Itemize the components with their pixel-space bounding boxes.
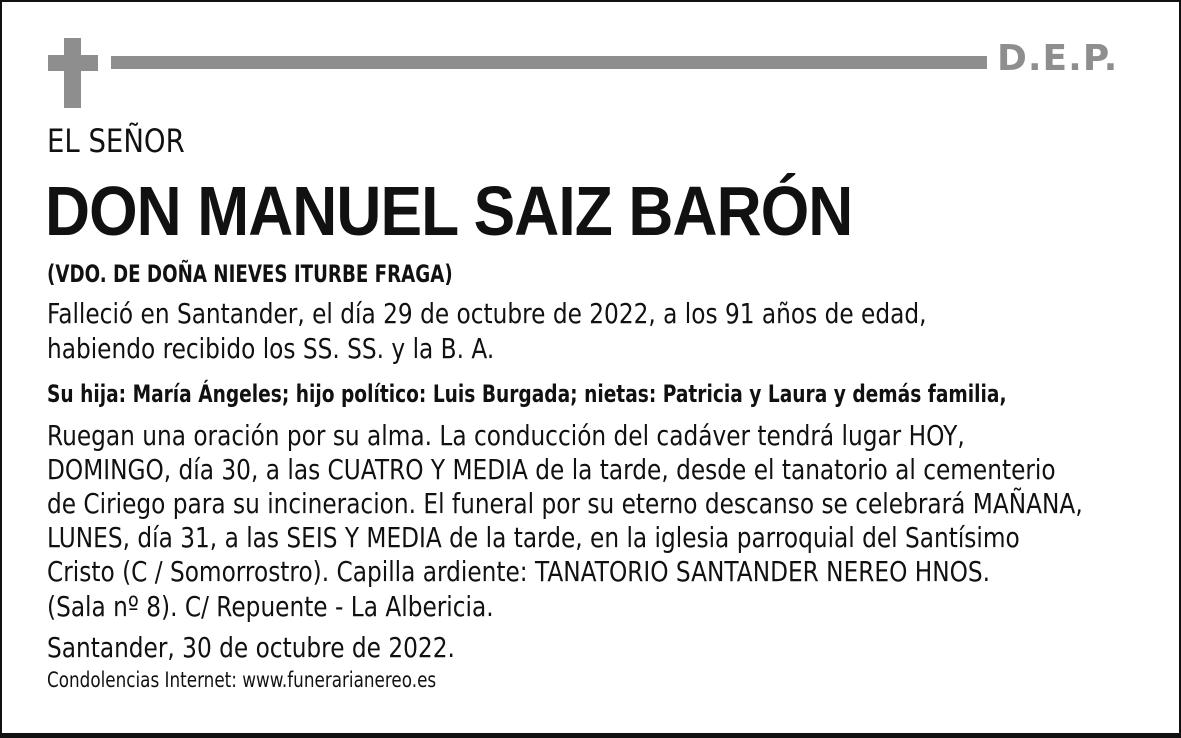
cross-horizontal-bar: [48, 55, 98, 71]
condolences-link-text: Condolencias Internet: www.funerarianereo.es: [47, 668, 437, 692]
honorific-prefix: EL SEÑOR: [47, 122, 185, 160]
family-line: Su hija: María Ángeles; hijo político: Luis Burgada; nietas: Patricia y Laura y demás familia,: [47, 380, 1007, 408]
death-notice-line-2: habiendo recibido los SS. SS. y la B. A.: [47, 332, 495, 365]
service-line-6: (Sala nº 8). C/ Repuente - La Albericia.: [47, 590, 494, 623]
cross-vertical-bar: [64, 38, 81, 108]
widow-of-line: (VDO. DE DOÑA NIEVES ITURBE FRAGA): [47, 260, 453, 288]
death-notice-line-1: Falleció en Santander, el día 29 de octubre de 2022, a los 91 años de edad,: [47, 297, 927, 330]
place-date: Santander, 30 de octubre de 2022.: [47, 631, 455, 664]
service-line-2: DOMINGO, día 30, a las CUATRO Y MEDIA de la tarde, desde el tanatorio al cementerio: [47, 453, 1056, 486]
service-line-1: Ruegan una oración por su alma. La conducción del cadáver tendrá lugar HOY,: [47, 419, 965, 452]
deceased-name: DON MANUEL SAIZ BARÓN: [45, 172, 853, 250]
service-line-5: Cristo (C / Somorrostro). Capilla ardiente: TANATORIO SANTANDER NEREO HNOS.: [47, 555, 991, 588]
dep-heading: D.E.P.: [997, 38, 1119, 79]
service-line-4: LUNES, día 31, a las SEIS Y MEDIA de la tarde, en la iglesia parroquial del Santísimo: [47, 521, 1020, 554]
service-line-3: de Ciriego para su incineracion. El funeral por su eterno descanso se celebrará MAÑANA,: [47, 487, 1083, 520]
latin-cross-icon: [48, 38, 98, 108]
header-rule: [111, 56, 987, 69]
